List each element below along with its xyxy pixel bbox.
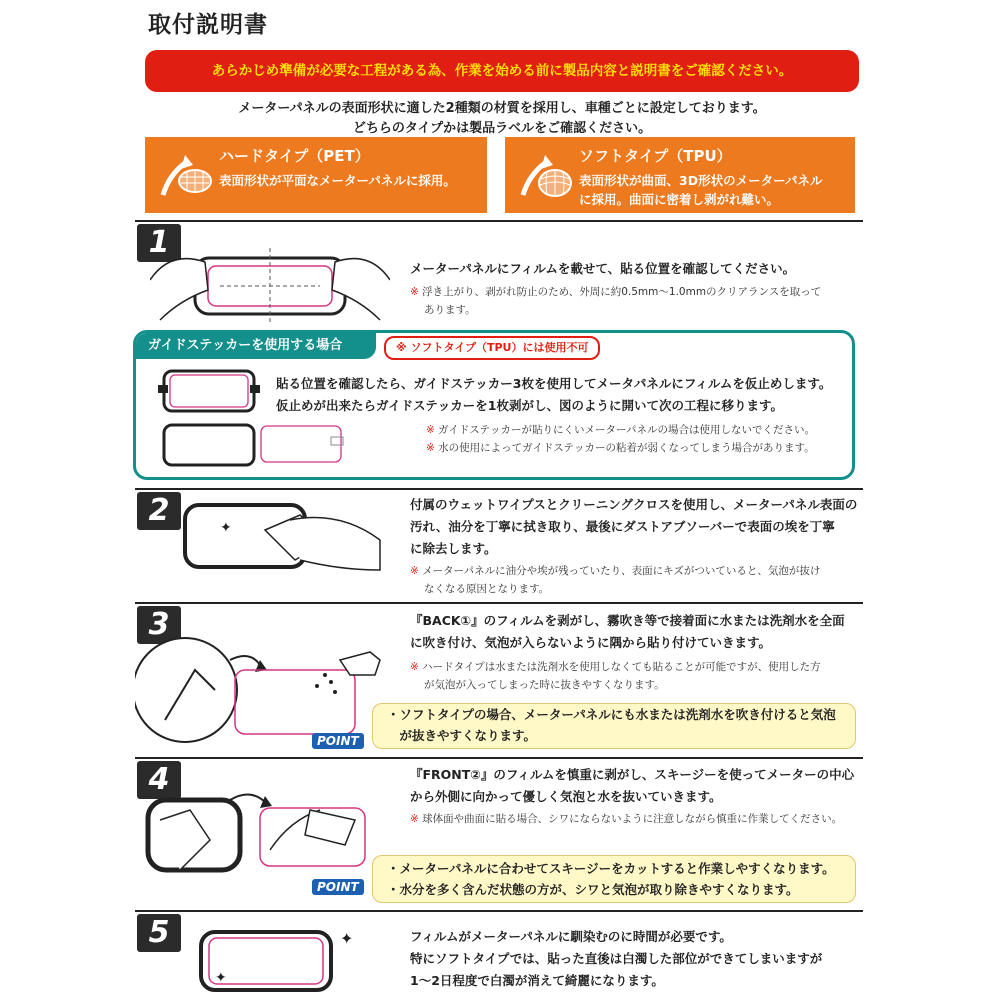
page-title: 取付説明書 bbox=[148, 12, 268, 38]
intro-line-2: どちらのタイプかは製品ラベルをご確認ください。 bbox=[352, 121, 652, 136]
sparkle-icon: ✦ bbox=[340, 929, 354, 948]
step-1-text: メーターパネルにフィルムを載せて、貼る位置を確認してください。 bbox=[410, 261, 796, 276]
step-3-text-line-1: 『BACK①』のフィルムを剥がし、霧吹き等で接着面に水または洗剤水を全面 bbox=[410, 613, 845, 628]
separator-2 bbox=[135, 488, 863, 490]
step-3-note bbox=[410, 658, 860, 694]
step-5-text bbox=[410, 926, 822, 992]
note-mark: ※ bbox=[410, 286, 419, 298]
step-4-text-line-1: 『FRONT②』のフィルムを慎重に剥がし、スキージーを使ってメーターの中心 bbox=[410, 767, 855, 782]
hard-film-icon bbox=[155, 145, 215, 205]
soft-type-desc-line-2: に採用。曲面に密着し剥がれ難い。 bbox=[579, 192, 780, 207]
step-1-note-line-1: 浮き上がり、剥がれ防止のため、外周に約0.5mm～1.0mmのクリアランスを取って bbox=[422, 286, 822, 298]
guide-text-line-2: 仮止めが出来たらガイドステッカーを1枚剥がし、図のように開いて次の工程に移ります。 bbox=[276, 398, 783, 413]
step-2-text-line-3: に除去します。 bbox=[410, 541, 497, 556]
guide-notes bbox=[426, 421, 815, 457]
step-5-illustration bbox=[195, 922, 365, 997]
guide-sticker-panel bbox=[133, 330, 855, 480]
note-mark: ※ bbox=[426, 442, 435, 454]
note-mark: ※ bbox=[410, 565, 419, 577]
guide-note-1: ガイドステッカーが貼りにくいメーターパネルの場合は使用しないでください。 bbox=[438, 424, 815, 436]
note-mark: ※ bbox=[426, 424, 435, 436]
step-3-number: 3 bbox=[137, 606, 181, 644]
intro-line-1: メーターパネルの表面形状に適した2種類の材質を採用し、車種ごとに設定しております。 bbox=[238, 101, 766, 116]
step-4-point-line-2: ・水分を多く含んだ状態の方が、シワと気泡が取り除きやすくなります。 bbox=[387, 882, 799, 897]
separator-1 bbox=[135, 220, 863, 222]
separator-4 bbox=[135, 757, 863, 759]
hard-type-box bbox=[145, 137, 487, 213]
guide-warning: ※ ソフトタイプ（TPU）には使用不可 bbox=[384, 336, 600, 360]
step-2-illustration bbox=[180, 500, 390, 590]
soft-film-icon bbox=[515, 145, 575, 205]
step-4-point-box bbox=[372, 855, 856, 903]
guide-header: ガイドステッカーを使用する場合 bbox=[136, 333, 376, 359]
hard-type-desc: 表面形状が平面なメーターパネルに採用。 bbox=[219, 173, 456, 188]
step-2-text-line-2: 汚れ、油分を丁寧に拭き取り、最後にダストアブソーバーで表面の埃を丁寧 bbox=[410, 519, 835, 534]
warning-banner: あらかじめ準備が必要な工程がある為、作業を始める前に製品内容と説明書をご確認ください。 bbox=[145, 50, 859, 92]
step-4-point-label: POINT bbox=[312, 879, 364, 895]
separator-5 bbox=[135, 910, 863, 912]
step-5-text-line-1: フィルムがメーターパネルに馴染むのに時間が必要です。 bbox=[410, 929, 732, 944]
step-5-text-line-2: 特にソフトタイプでは、貼った直後は白濁した部位ができてしまいますが bbox=[410, 951, 823, 966]
step-3-point-line-2: が抜きやすくなります。 bbox=[387, 728, 537, 743]
guide-text bbox=[276, 373, 831, 417]
step-2-number: 2 bbox=[137, 492, 181, 530]
soft-type-title: ソフトタイプ（TPU） bbox=[579, 147, 732, 165]
step-1-note-line-2: あります。 bbox=[424, 304, 476, 316]
step-5-text-line-3: 1～2日程度で白濁が消えて綺麗になります。 bbox=[410, 973, 664, 988]
svg-text:✦: ✦ bbox=[220, 520, 232, 536]
step-3-point-box bbox=[372, 703, 856, 749]
step-3-text bbox=[410, 610, 845, 654]
step-4-text bbox=[410, 764, 854, 808]
soft-type-box bbox=[505, 137, 855, 213]
step-5-number: 5 bbox=[137, 914, 181, 952]
sparkle-icon: ✦ bbox=[215, 970, 227, 986]
note-mark: ※ bbox=[410, 661, 419, 673]
step-1-number: 1 bbox=[137, 224, 181, 262]
guide-open-film-illustration bbox=[256, 423, 346, 473]
hard-type-title: ハードタイプ（PET） bbox=[219, 147, 370, 165]
step-4-text-line-2: から外側に向かって優しく気泡と水を抜いていきます。 bbox=[410, 789, 722, 804]
step-3-text-line-2: に吹き付け、気泡が入らないように隅から貼り付けていきます。 bbox=[410, 635, 772, 650]
guide-text-line-1: 貼る位置を確認したら、ガイドステッカー3枚を使用してメータパネルにフィルムを仮止めします。 bbox=[276, 376, 832, 391]
step-2-note-line-2: なくなる原因となります。 bbox=[424, 583, 550, 595]
step-2-text-line-1: 付属のウェットワイプスとクリーニングクロスを使用し、メーターパネル表面の bbox=[410, 497, 858, 512]
step-4-point-line-1: ・メーターパネルに合わせてスキージーをカットすると作業しやすくなります。 bbox=[387, 861, 835, 876]
guide-illustration bbox=[154, 363, 264, 473]
step-4-number: 4 bbox=[137, 761, 181, 799]
separator-3 bbox=[135, 602, 863, 604]
step-4-note bbox=[410, 810, 860, 828]
step-3-note-line-1: ハードタイプは水または洗剤水を使用しなくても貼ることが可能ですが、使用した方 bbox=[422, 661, 821, 673]
guide-note-2: 水の使用によってガイドステッカーの粘着が弱くなってしまう場合があります。 bbox=[438, 442, 815, 454]
step-3-point-text bbox=[387, 704, 836, 746]
soft-type-desc-line-1: 表面形状が曲面、3D形状のメーターパネル bbox=[579, 173, 823, 188]
step-4-point-text bbox=[387, 858, 835, 900]
step-1-note bbox=[410, 283, 860, 319]
step-2-note bbox=[410, 562, 860, 598]
step-1-illustration bbox=[150, 240, 390, 330]
note-mark: ※ bbox=[410, 813, 419, 825]
step-3-point-line-1: ・ソフトタイプの場合、メーターパネルにも水または洗剤水を吹き付けると気泡 bbox=[387, 707, 836, 722]
step-2-text bbox=[410, 494, 857, 560]
step-2-note-line-1: メーターパネルに油分や埃が残っていたり、表面にキズがついていると、気泡が抜け bbox=[422, 565, 821, 577]
step-3-note-line-2: が気泡が入ってしまった時に抜きやすくなります。 bbox=[424, 679, 665, 691]
soft-type-desc bbox=[579, 171, 822, 209]
step-3-point-label: POINT bbox=[312, 733, 364, 749]
step-4-note-line-1: 球体面や曲面に貼る場合、シワにならないように注意しながら慎重に作業してください。 bbox=[422, 813, 843, 825]
